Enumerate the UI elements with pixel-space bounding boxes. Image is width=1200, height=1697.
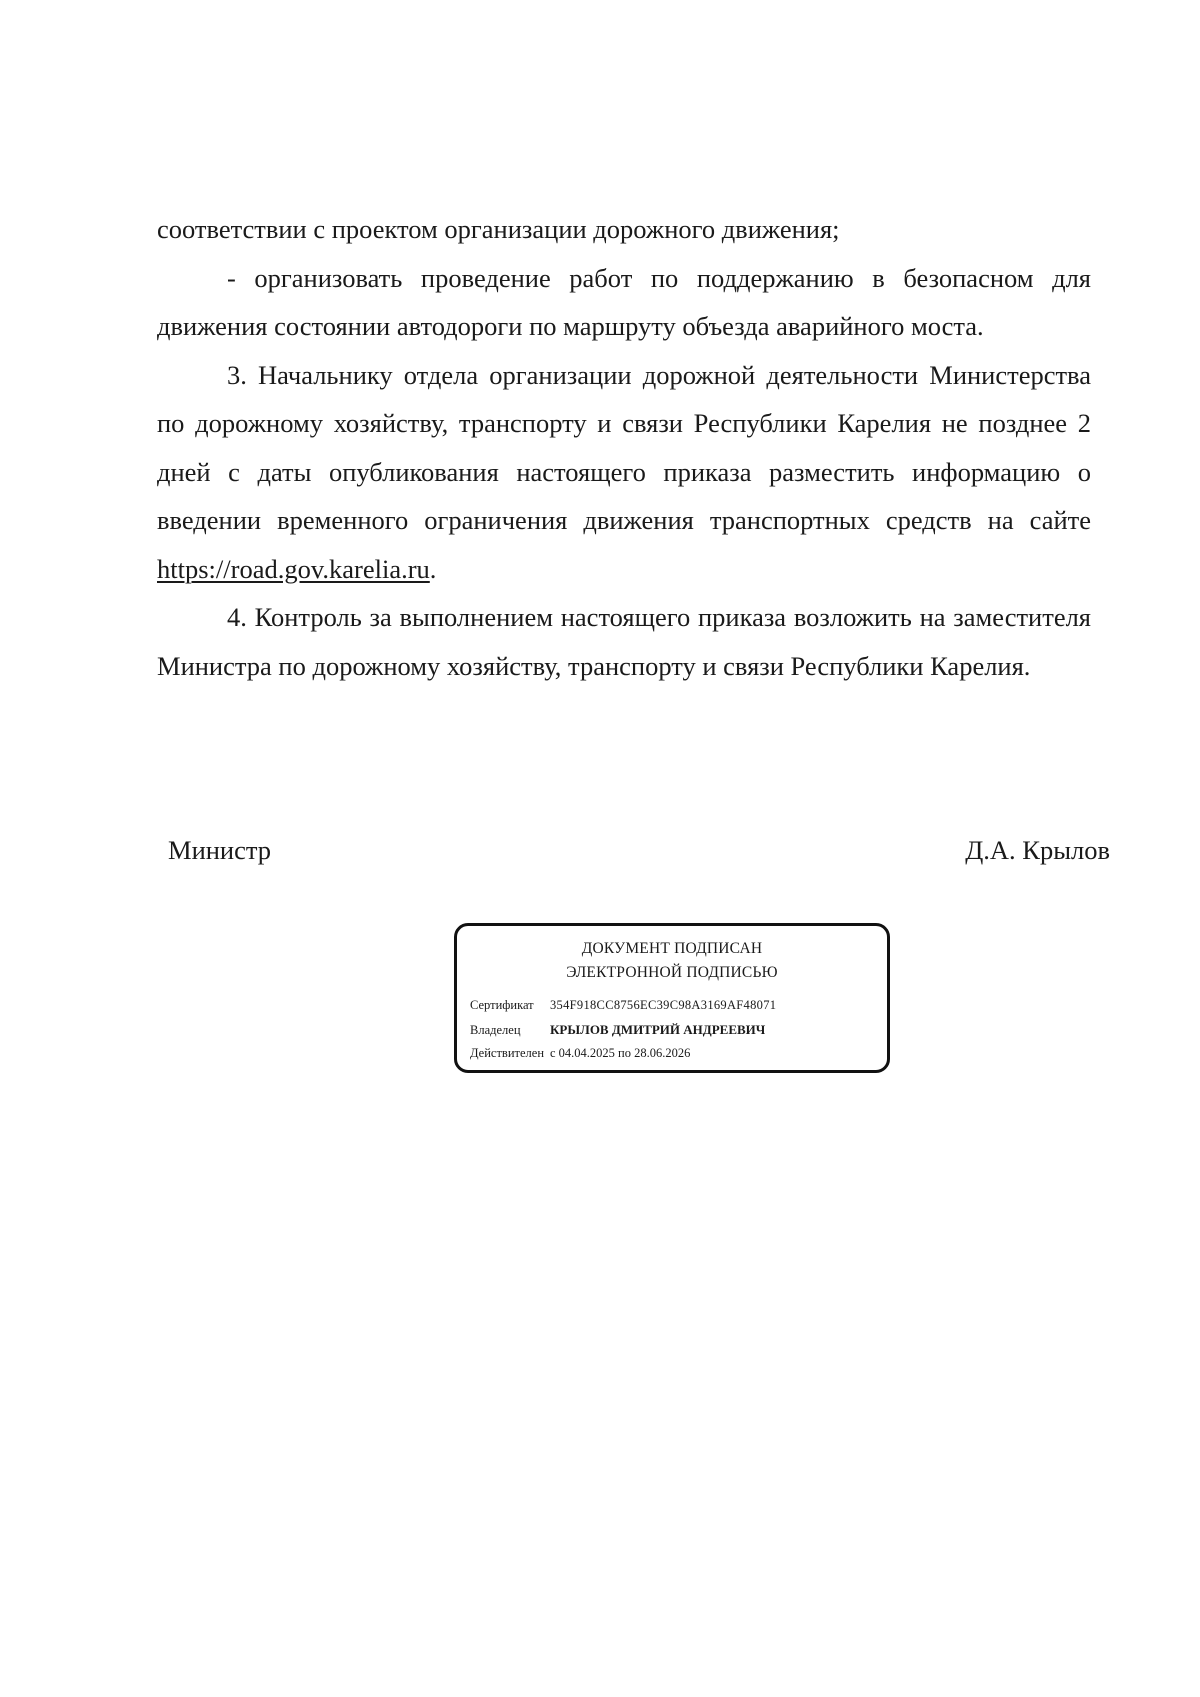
stamp-title-line2: ЭЛЕКТРОННОЙ ПОДПИСЬЮ [566, 964, 778, 981]
stamp-validity-value: с 04.04.2025 по 28.06.2026 [550, 1046, 691, 1060]
stamp-owner-value: КРЫЛОВ ДМИТРИЙ АНДРЕЕВИЧ [550, 1022, 766, 1037]
paragraph-3-text: 3. Начальнику отдела организации дорожной деятельности Министерства по дорожному хозяйству, транспорту и связи Республики Карелия не позднее 2 дней с даты опубликования настоящего приказа разместить информацию о введении временного ограничения движения транспортных средств на сайте [157, 359, 1091, 535]
signer-role: Министр [168, 835, 272, 865]
stamp-validity-row [470, 1046, 690, 1061]
stamp-owner-row [470, 1022, 765, 1038]
website-link[interactable]: https://road.gov.karelia.ru [157, 553, 430, 584]
paragraph-continuation: соответствии с проектом организации дорожного движения; [157, 214, 840, 244]
stamp-title-line1: ДОКУМЕНТ ПОДПИСАН [581, 940, 763, 957]
stamp-certificate-row [470, 998, 776, 1013]
signer-name: Д.А. Крылов [965, 835, 1110, 865]
paragraph-3 [157, 351, 1091, 594]
stamp-certificate-label: Сертификат [470, 998, 534, 1012]
paragraph-dash-item: - организовать проведение работ по поддержанию в безопасном для движения состоянии автодороги по маршруту объезда аварийного моста. [157, 262, 1091, 341]
paragraph-3-end: . [429, 553, 437, 584]
stamp-validity-label: Действителен [470, 1046, 545, 1060]
paragraph-4: 4. Контроль за выполнением настоящего приказа возложить на заместителя Министра по дорожному хозяйству, транспорту и связи Республики Карелия. [157, 602, 1091, 681]
stamp-certificate-value: 354F918CC8756EC39C98A3169AF48071 [550, 998, 777, 1012]
electronic-signature-stamp [454, 923, 890, 1073]
document-body [157, 205, 1091, 690]
stamp-owner-label: Владелец [470, 1023, 521, 1037]
